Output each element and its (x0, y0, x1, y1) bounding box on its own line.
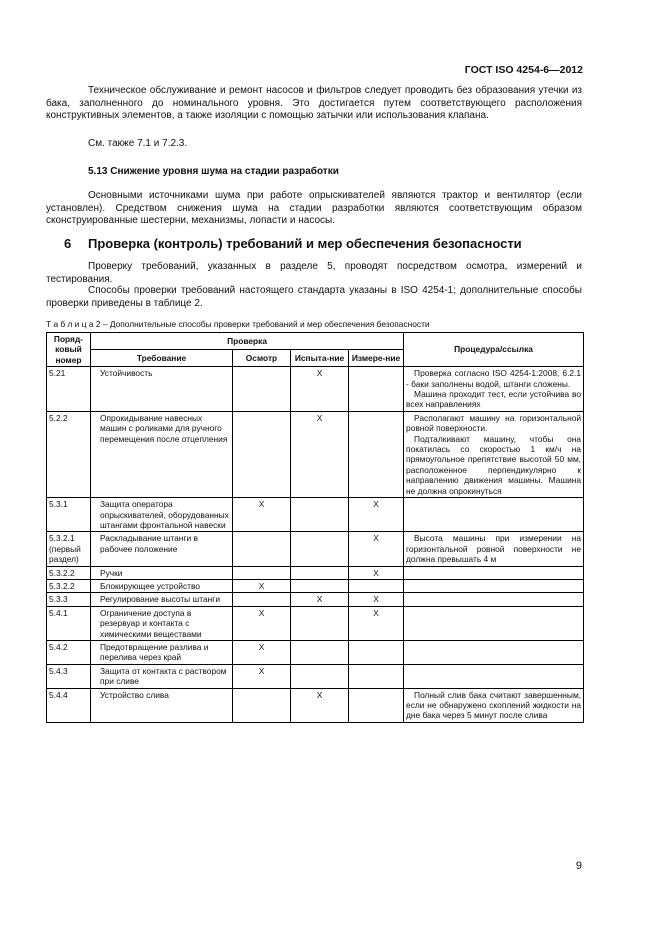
cell-testing: X (291, 688, 349, 722)
header-inspection: Осмотр (233, 350, 291, 367)
cell-testing (291, 664, 349, 688)
cell-number: 5.3.2.2 (47, 566, 91, 579)
procedure-text: Располагают машину на горизонтальной ровной поверхности. (406, 412, 582, 434)
cell-procedure (404, 566, 584, 579)
paragraph-maintenance: Техническое обслуживание и ремонт насосов и фильтров следует проводить без образования утечки из бака, заполненного до номинального уровня. Это достигается путем соответствующего расположения конструктивных элементов, а также изоляции с помощью затычки или использования клапана. (46, 85, 582, 121)
cell-procedure (404, 367, 584, 412)
cell-measurement (349, 411, 404, 497)
cell-procedure (404, 640, 584, 664)
procedure-text: Высота машины при измерении на горизонтальной ровной поверхности не должна превышать 4 м (406, 533, 582, 565)
cell-measurement: X (349, 606, 404, 640)
cell-inspection (233, 593, 291, 606)
header-testing: Испыта-ние (291, 350, 349, 367)
cell-inspection: X (233, 579, 291, 592)
cell-measurement: X (349, 593, 404, 606)
table-row (47, 367, 584, 412)
cell-number: 5.2.2 (47, 411, 91, 497)
cell-testing (291, 498, 349, 532)
cell-requirement: Ручки (91, 566, 233, 579)
cell-measurement (349, 640, 404, 664)
page-number: 9 (575, 860, 582, 872)
cell-number: 5.3.1 (47, 498, 91, 532)
cell-measurement (349, 367, 404, 412)
cell-procedure (404, 664, 584, 688)
cell-testing: X (291, 593, 349, 606)
header-measurement: Измере-ние (349, 350, 404, 367)
header-check: Проверка (91, 333, 404, 350)
cell-number: 5.4.4 (47, 688, 91, 722)
table-row (47, 664, 584, 688)
cell-measurement: X (349, 566, 404, 579)
cell-measurement: X (349, 532, 404, 566)
table-body (47, 367, 584, 723)
paragraph-noise: Основными источниками шума при работе опрыскивателей являются трактор и вентилятор (если установлен). Средством снижения шума на стадии разработки являются соответствующим образом сконструированные шестерни, механизмы, лопасти и насосы. (46, 190, 582, 226)
cell-testing: X (291, 367, 349, 412)
table-row (47, 688, 584, 722)
cell-requirement: Блокирующее устройство (91, 579, 233, 592)
document-header: ГОСТ ISO 4254-6—2012 (464, 64, 583, 76)
cell-inspection (233, 688, 291, 722)
cell-testing (291, 579, 349, 592)
cell-requirement: Устойчивость (91, 367, 233, 412)
cell-inspection: X (233, 606, 291, 640)
table-row (47, 579, 584, 592)
cell-testing (291, 566, 349, 579)
table-row (47, 606, 584, 640)
cell-testing: X (291, 411, 349, 497)
cell-procedure (404, 498, 584, 532)
verification-table (46, 332, 584, 723)
section-title: Проверка (контроль) требований и мер обеспечения безопасности (88, 236, 522, 251)
cell-requirement: Ограничение доступа в резервуар и контакта с химическими веществами (91, 606, 233, 640)
cell-number: 5.3.3 (47, 593, 91, 606)
cell-procedure (404, 532, 584, 566)
cell-inspection (233, 367, 291, 412)
paragraph-see-also: См. также 7.1 и 7.2.3. (88, 138, 188, 149)
table-row (47, 640, 584, 664)
table-row (47, 411, 584, 497)
cell-requirement: Регулирование высоты штанги (91, 593, 233, 606)
subsection-heading: 5.13 Снижение уровня шума на стадии разработки (88, 166, 339, 177)
cell-measurement (349, 579, 404, 592)
header-procedure: Процедура/ссылка (404, 333, 584, 367)
header-requirement: Требование (91, 350, 233, 367)
procedure-text: Машина проходит тест, если устойчива во всех направлениях (406, 389, 582, 410)
cell-procedure (404, 688, 584, 722)
cell-number: 5.4.2 (47, 640, 91, 664)
cell-number: 5.3.2.1 (первый раздел) (47, 532, 91, 566)
cell-inspection: X (233, 664, 291, 688)
section-number: 6 (64, 236, 72, 251)
cell-procedure (404, 606, 584, 640)
cell-inspection: X (233, 640, 291, 664)
cell-testing (291, 640, 349, 664)
cell-procedure (404, 593, 584, 606)
cell-requirement: Устройство слива (91, 688, 233, 722)
paragraph-methods: Способы проверки требований настоящего стандарта указаны в ISO 4254-1; дополнительные способы проверки приведены в таблице 2. (46, 285, 582, 309)
table-row (47, 532, 584, 566)
cell-requirement: Защита от контакта с раствором при сливе (91, 664, 233, 688)
cell-measurement (349, 688, 404, 722)
cell-requirement: Раскладывание штанги в рабочее положение (91, 532, 233, 566)
cell-testing (291, 606, 349, 640)
cell-number: 5.4.3 (47, 664, 91, 688)
procedure-text: Подталкивают машину, чтобы она покатилась со скоростью 1 км/ч на прямоугольное препятствие высотой 50 мм, расположенное перпендикулярно к направлению движения машины. Машина не должна опрокинуться (406, 433, 582, 496)
cell-requirement: Опрокидывание навесных машин с роликами для ручного перемещения после отцепления (91, 411, 233, 497)
cell-procedure (404, 579, 584, 592)
cell-measurement (349, 664, 404, 688)
cell-requirement: Защита оператора опрыскивателей, оборудованных штангами фронтальной навески (91, 498, 233, 532)
cell-number: 5.21 (47, 367, 91, 412)
cell-measurement: X (349, 498, 404, 532)
paragraph-verification: Проверку требований, указанных в разделе 5, проводят посредством осмотра, измерений и тестирования. (46, 261, 582, 285)
header-number: Поряд-ковый номер (47, 333, 91, 367)
procedure-text: Полный слив бака считают завершенным, если не обнаружено скоплений жидкости на дне бака через 5 минут после слива (406, 689, 582, 721)
cell-inspection (233, 566, 291, 579)
cell-procedure (404, 411, 584, 497)
cell-inspection (233, 411, 291, 497)
cell-number: 5.3.2.2 (47, 579, 91, 592)
table-row (47, 593, 584, 606)
cell-inspection: X (233, 498, 291, 532)
table-row (47, 566, 584, 579)
table-row (47, 498, 584, 532)
cell-number: 5.4.1 (47, 606, 91, 640)
procedure-text: Проверка согласно ISO 4254-1:2008, 6.2.1 - баки заполнены водой, штанги сложены. (406, 368, 582, 389)
cell-inspection (233, 532, 291, 566)
table-caption: Т а б л и ц а 2 – Дополнительные способы проверки требований и мер обеспечения безопасности (46, 319, 430, 329)
cell-requirement: Предотвращение разлива и перелива через край (91, 640, 233, 664)
section-heading (64, 236, 522, 251)
cell-testing (291, 532, 349, 566)
